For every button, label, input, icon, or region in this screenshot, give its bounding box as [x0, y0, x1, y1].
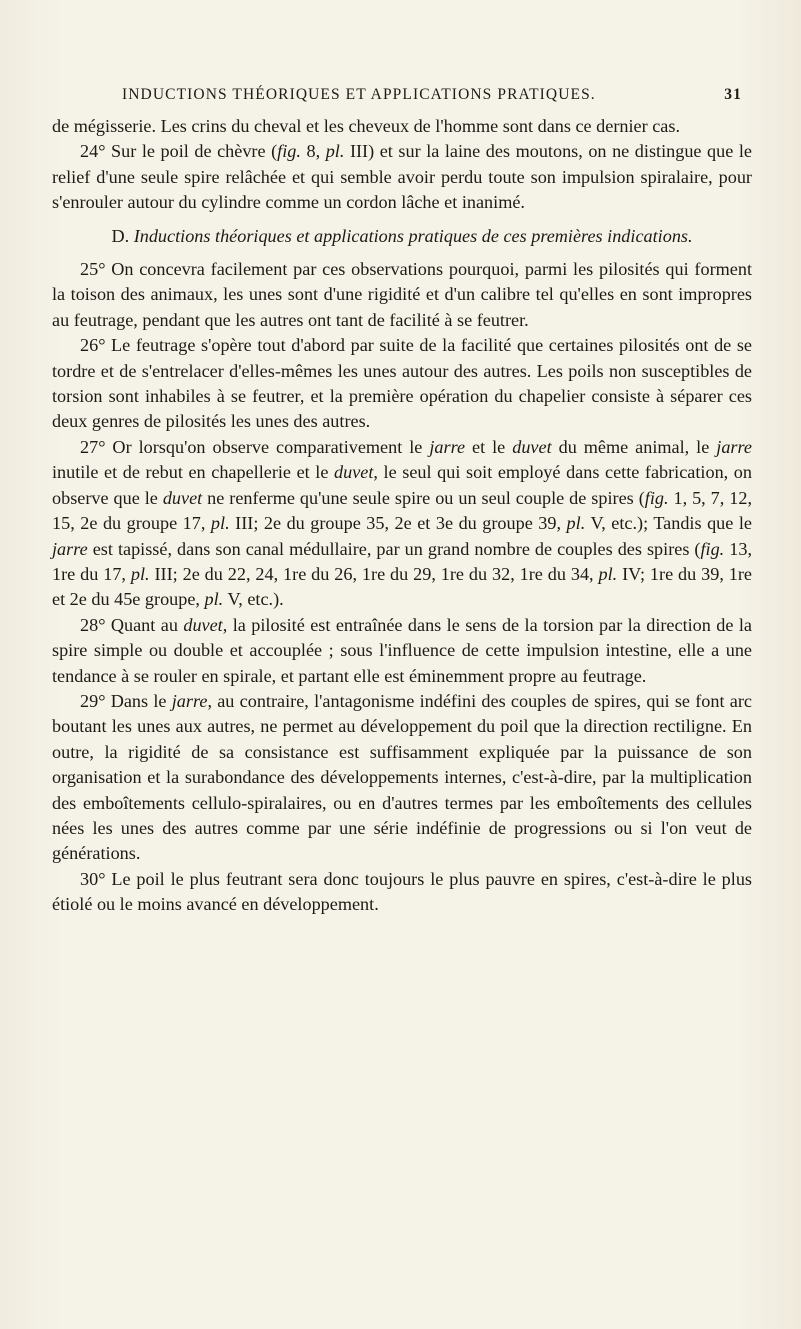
- text-run: ne renferme qu'une seule spire ou un seul couple de spires (: [202, 487, 645, 508]
- italic-run: pl.: [566, 513, 586, 534]
- paragraph-continuation: [52, 114, 752, 139]
- text-run: 13, 1re du 17,: [52, 538, 752, 584]
- paragraph-text: 26° Le feutrage s'opère tout d'abord par suite de la facilité que certaines pilosités ont de se tordre et de s'entrelacer d'elles-mêmes les unes autour des autres. Les poils non susceptibles de torsion sont inhabiles à se feutrer, et la première opération du chapelier consiste à séparer ces deux genres de pilosités les unes des autres.: [52, 335, 752, 432]
- italic-run: pl.: [130, 563, 150, 584]
- text-run: V, etc.).: [223, 589, 284, 610]
- text-run: 24° Sur le poil de chèvre (: [80, 141, 278, 162]
- italic-run: pl.: [325, 141, 345, 162]
- text-run: , la pilosité est entraînée dans le sens de la torsion par la direction de la spire simple ou double et accouplée ; sous l'influence de cette impulsion intestine, elle a une tendance à se rouler en spirale, et partant elle est éminemment propre au feutrage.: [52, 614, 752, 686]
- paragraph-29: [52, 689, 752, 867]
- italic-run: jarre: [52, 538, 88, 559]
- text-run: V, etc.); Tandis que le: [585, 513, 752, 534]
- italic-run: fig.: [277, 141, 301, 162]
- paragraph-24: [52, 139, 752, 215]
- text-run: 8,: [300, 141, 326, 162]
- running-header: [122, 86, 742, 110]
- paragraph-text: 25° On concevra facilement par ces observations pourquoi, parmi les pilosités qui forment la toison des animaux, les unes sont d'une rigidité et d'un calibre tel qu'elles en sont impropres au feutrage, pendant que les autres ont tant de facilité à se feutrer.: [52, 259, 752, 330]
- text-run: , au contraire, l'antagonisme indéfini des couples de spires, qui se font arc boutant les unes aux autres, ne permet au développement du poil que la direction rectiligne. En outre, la rigidité de sa consistance est suffisamment expliquée par la puissance de son organisation et la surabondance des développements internes, c'est-à-dire, par la multiplication des emboîtements cellulo-spiralaires, ou en d'autres termes par les emboîtements des cellules nées les unes des autres comme par une série indéfinie de progressions ou si l'on veut de générations.: [52, 690, 753, 864]
- paragraph-28: [52, 613, 752, 689]
- paragraph-text: de mégisserie. Les crins du cheval et les cheveux de l'homme sont dans ce dernier cas.: [52, 116, 680, 136]
- paragraph-26: [52, 333, 752, 435]
- italic-run: pl.: [204, 589, 224, 610]
- italic-run: jarre: [716, 436, 752, 457]
- paragraph-30: [52, 867, 752, 918]
- italic-run: pl.: [210, 513, 230, 534]
- italic-run: duvet: [512, 436, 552, 457]
- text-run: 28° Quant au: [80, 614, 184, 635]
- text-run: , le seul qui soit employé dans cette fabrication, on observe que le: [52, 462, 752, 508]
- italic-run: jarre: [171, 690, 208, 711]
- text-run: 29° Dans le: [80, 690, 172, 711]
- body-text: [52, 114, 752, 918]
- text-run: IV; 1re du 39, 1re et 2e du 45e groupe,: [52, 563, 753, 610]
- running-title: INDUCTIONS THÉORIQUES ET APPLICATIONS PRATIQUES.: [122, 86, 596, 103]
- italic-run: fig.: [644, 487, 669, 508]
- italic-run: duvet: [162, 487, 203, 508]
- text-run: III; 2e du groupe 35, 2e et 3e du groupe 39,: [229, 513, 567, 534]
- italic-run: fig.: [700, 538, 725, 559]
- section-title: Inductions théoriques et applications pratiques de ces premières indications.: [129, 225, 693, 246]
- italic-run: duvet: [334, 462, 374, 483]
- text-run: 1, 5, 7, 12, 15, 2e du groupe 17,: [52, 487, 753, 534]
- paragraph-text: 30° Le poil le plus feutrant sera donc toujours le plus pauvre en spires, c'est-à-dire le plus étiolé ou le moins avancé en développement.: [52, 868, 752, 915]
- text-run: III) et sur la laine des moutons, on ne distingue que le relief d'une seule spire relâchée et qui semble avoir perdu toute son impulsion spiralaire, pour s'enrouler autour du cylindre comme un cordon lâche et inanimé.: [52, 141, 752, 213]
- page-number: 31: [724, 86, 742, 103]
- paragraph-25: [52, 257, 752, 333]
- text-run: du même animal, le: [551, 436, 717, 457]
- section-heading: [52, 224, 752, 249]
- paragraph-27: [52, 435, 752, 613]
- text-run: est tapissé, dans son canal médullaire, par un grand nombre de couples des spires (: [87, 538, 701, 559]
- section-letter: D.: [111, 225, 130, 246]
- text-run: inutile et de rebut en chapellerie et le: [52, 462, 335, 483]
- italic-run: duvet: [183, 614, 223, 635]
- italic-run: jarre: [429, 436, 466, 457]
- text-run: III; 2e du 22, 24, 1re du 26, 1re du 29, 1re du 32, 1re du 34,: [149, 563, 599, 584]
- text-run: et le: [465, 436, 513, 457]
- text-run: 27° Or lorsqu'on observe comparativement le: [80, 436, 430, 457]
- italic-run: pl.: [598, 563, 618, 584]
